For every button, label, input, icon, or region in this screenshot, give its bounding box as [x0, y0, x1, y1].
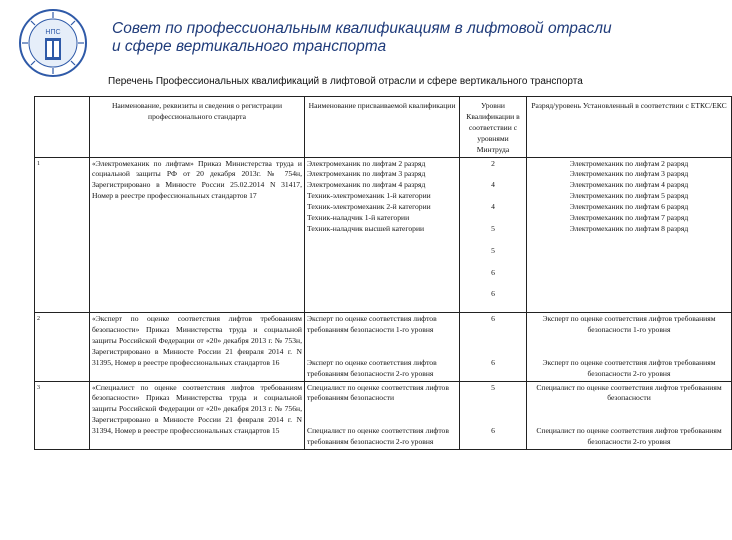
title-line-2: и сфере вертикального транспорта	[112, 38, 387, 55]
qualification-name: Эксперт по оценке соответствия лифтов требованиям безопасности 2-го уровня	[307, 357, 437, 378]
row-number: 3	[35, 381, 90, 449]
qualifications-table	[34, 96, 732, 450]
row-standard: «Специалист по оценке соответствия лифтов требованиям безопасности» Приказ Министерства труда и социальной защиты Российской Федерации от «20» декабря 2013 г. № 756н, Зарегистрировано в Минюсте России 21 февраля 2014 г. N 31394, Номер в реестре профессиональных стандартов 15	[90, 381, 305, 449]
header-level: Уровни Квалификации в соответствии с уровнями Минтруда	[460, 97, 527, 158]
qualification-level: 4	[491, 202, 495, 212]
qualification-name: Электромеханик по лифтам 4 разряд	[307, 180, 426, 190]
title-line-1: Совет по профессиональным квалификациям в лифтовой отрасли	[112, 20, 612, 37]
header-standard: Наименование, реквизиты и сведения о регистрации профессионального стандарта	[90, 97, 305, 158]
header-number	[35, 97, 90, 158]
qualification-name: Техник-электромеханик 1-й категории	[307, 191, 431, 201]
table-row	[35, 157, 732, 313]
row-grades	[527, 157, 732, 313]
row-levels	[460, 157, 527, 313]
header-grade: Разряд/уровень Установленный в соответствии с ЕТКС/ЕКС	[527, 97, 732, 158]
qualification-level: 5	[491, 223, 495, 233]
qualification-level: 6	[491, 357, 495, 367]
qualification-grade: Эксперт по оценке соответствия лифтов требованиям безопасности 1-го уровня	[542, 314, 716, 335]
qualification-grade: Электромеханик по лифтам 6 разряд	[569, 202, 689, 212]
header-qualification: Наименование присваиваемой квалификации	[305, 97, 460, 158]
row-grades	[527, 313, 732, 381]
qualification-grade: Электромеханик по лифтам 3 разряд	[569, 169, 689, 179]
qualification-name: Техник-электромеханик 2-й категории	[307, 202, 431, 212]
qualification-grade: Электромеханик по лифтам 7 разряд	[569, 213, 689, 223]
row-standard: «Эксперт по оценке соответствия лифтов требованиям безопасности» Приказ Министерства труда и социальной защиты Российской Федерации от «20» декабря 2013 г. № 753н, Зарегистрировано в Минюсте России 21 февраля 2014 г. N 31395, Номер в реестре профессиональных стандартов 16	[90, 313, 305, 381]
qualification-grade: Электромеханик по лифтам 8 разряд	[569, 223, 689, 233]
row-qualifications	[305, 381, 460, 449]
qualification-grade: Эксперт по оценке соответствия лифтов требованиям безопасности 2-го уровня	[542, 357, 716, 378]
qualification-name: Эксперт по оценке соответствия лифтов требованиям безопасности 1-го уровня	[307, 314, 437, 335]
row-number: 1	[35, 157, 90, 313]
row-standard: «Электромеханик по лифтам» Приказ Министерства труда и социальной защиты РФ от 20 декабря 2013г. № 754н, Зарегистрировано в Минюсте России 25.02.2014 N 31417, Номер в реестре профессиональных стандартов 17	[90, 157, 305, 313]
row-grades	[527, 381, 732, 449]
qualification-level: 5	[491, 382, 495, 392]
table-row	[35, 381, 732, 449]
row-qualifications	[305, 157, 460, 313]
page-subtitle: Перечень Профессиональных квалификаций в лифтовой отрасли и сфере вертикального транспорта	[108, 76, 583, 87]
qualification-grade: Электромеханик по лифтам 2 разряд	[569, 158, 689, 168]
qualification-name: Техник-наладчик высшей категории	[307, 223, 425, 233]
qualifications-table-container	[34, 96, 727, 540]
qualification-grade: Специалист по оценке соответствия лифтов требованиям безопасности	[536, 382, 722, 403]
qualification-grade: Специалист по оценке соответствия лифтов требованиям безопасности 2-го уровня	[536, 426, 722, 447]
row-qualifications	[305, 313, 460, 381]
qualification-name: Специалист по оценке соответствия лифтов требованиям безопасности	[307, 382, 449, 403]
qualification-grade: Электромеханик по лифтам 4 разряд	[569, 180, 689, 190]
council-logo	[18, 8, 88, 78]
qualification-name: Электромеханик по лифтам 2 разряд	[307, 158, 426, 168]
qualification-name: Техник-наладчик 1-й категории	[307, 213, 410, 223]
qualification-level: 6	[491, 314, 495, 324]
qualification-level: 6	[491, 426, 495, 436]
page-title	[112, 20, 712, 56]
qualification-level: 6	[491, 267, 495, 277]
qualification-level: 6	[491, 289, 495, 299]
table-header-row	[35, 97, 732, 158]
qualification-grade: Электромеханик по лифтам 5 разряд	[569, 191, 689, 201]
qualification-level: 2	[491, 158, 495, 168]
row-levels	[460, 381, 527, 449]
qualification-level: 4	[491, 180, 495, 190]
table-row	[35, 313, 732, 381]
qualification-level: 5	[491, 245, 495, 255]
row-number: 2	[35, 313, 90, 381]
qualification-name: Электромеханик по лифтам 3 разряд	[307, 169, 426, 179]
row-levels	[460, 313, 527, 381]
logo-text: НПС	[45, 29, 61, 36]
qualification-name: Специалист по оценке соответствия лифтов требованиям безопасности 2-го уровня	[307, 426, 449, 447]
